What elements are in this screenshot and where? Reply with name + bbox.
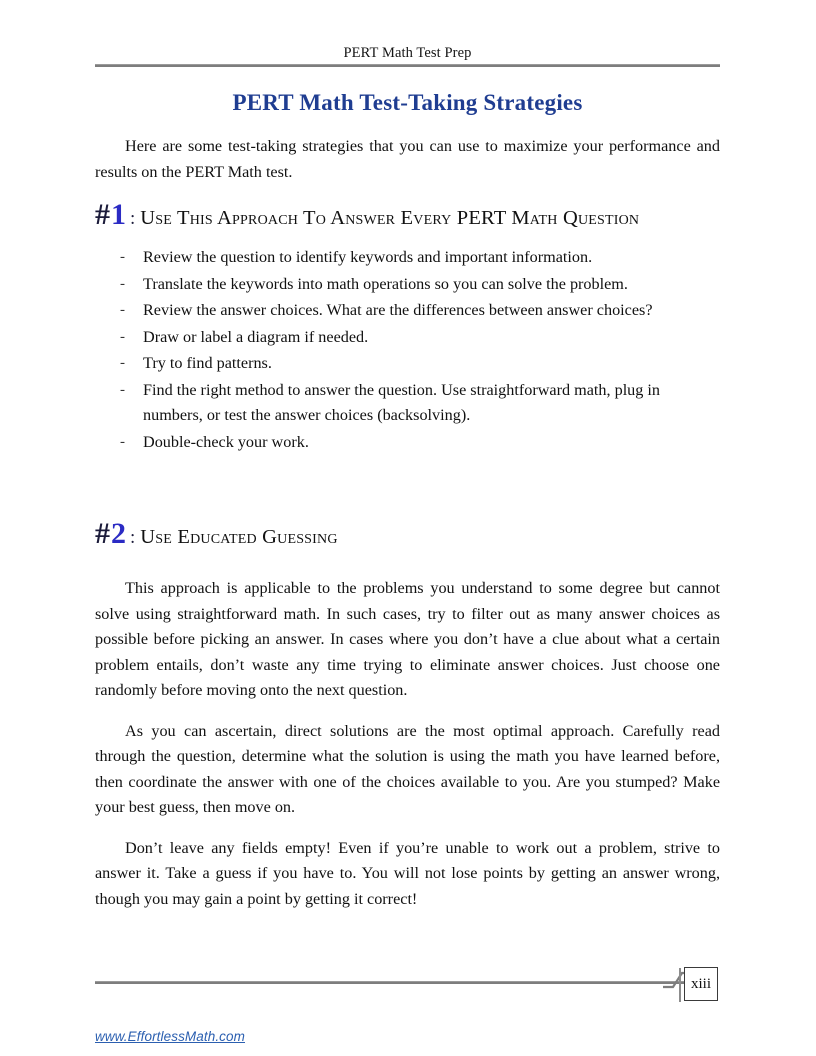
page-header (95, 44, 720, 67)
list-item-text: Draw or label a diagram if needed. (143, 327, 369, 346)
list-item-text: Find the right method to answer the question. Use straightforward math, plug in numbers, or test the answer choices (backsolving). (143, 380, 661, 424)
strategy-two-paragraph-three: Don’t leave any fields empty! Even if you’re unable to work out a problem, strive to answer it. Take a guess if you have to. You will not lose points by getting an answer wrong, though you may gain a point by getting it correct! (95, 838, 720, 908)
dash-bullet-icon: - (120, 433, 125, 450)
strategy-two-paragraph-two: As you can ascertain, direct solutions are the most optimal approach. Carefully read through the question, determine what the solution is using the math you have learned before, then coordinate the answer with one of the choices available to you. Are you stumped? Make your best guess, then move on. (95, 721, 720, 816)
page-number-badge (684, 967, 718, 1001)
hash-symbol: # (95, 517, 110, 550)
list-item (95, 325, 720, 351)
hash-symbol: # (95, 198, 110, 231)
strategy-two-heading (95, 518, 720, 554)
list-item (95, 351, 720, 377)
footer-website-link[interactable]: www.EffortlessMath.com (95, 1029, 245, 1044)
dash-bullet-icon: - (120, 328, 125, 345)
strategy-two-paragraph-one: This approach is applicable to the problems you understand to some degree but cannot solve using straightforward math. In such cases, try to filter out as many answer choices as possible before picking an answer. In cases where you don’t have a clue about what a certain problem entails, don’t waste any time trying to eliminate answer choices. Just choose one randomly before moving onto the next question. (95, 579, 720, 699)
running-header-title: PERT Math Test Prep (343, 45, 472, 61)
spacer-before-strategy-one (95, 185, 720, 199)
list-item (95, 272, 720, 298)
dash-bullet-icon: - (120, 275, 125, 292)
strategy-one-bullet-list (95, 245, 720, 455)
intro-paragraph: Here are some test-taking strategies that you can use to maximize your performance and results on the PERT Math test. (95, 137, 720, 181)
colon-separator: : (130, 208, 136, 229)
spacer-before-strategy-two (95, 456, 720, 518)
strategy-one-label: Use This Approach To Answer Every PERT Math Question (140, 207, 640, 229)
dash-bullet-icon: - (120, 355, 125, 371)
page-title: PERT Math Test-Taking Strategies (232, 90, 583, 115)
dash-bullet-icon: - (120, 381, 125, 398)
strategy-number: 1 (111, 198, 126, 231)
header-divider-rule (95, 64, 720, 67)
strategy-number: 2 (111, 517, 126, 550)
strategy-two-label: Use Educated Guessing (140, 526, 338, 548)
footer-divider-rule (95, 981, 685, 984)
page-number-text: xiii (690, 975, 711, 992)
list-item-text: Review the question to identify keywords and important information. (143, 248, 593, 266)
list-item (95, 245, 720, 271)
list-item-text: Translate the keywords into math operations so you can solve the problem. (143, 274, 628, 293)
colon-separator: : (130, 527, 136, 548)
dash-bullet-icon: - (120, 249, 125, 265)
list-item (95, 430, 720, 456)
strategy-one-heading (95, 199, 720, 235)
list-item-text: Double-check your work. (143, 432, 309, 451)
list-item (95, 378, 720, 429)
list-item-text: Review the answer choices. What are the differences between answer choices? (143, 301, 653, 319)
spacer-after-strategy-two-heading (95, 554, 720, 576)
page-content (95, 88, 720, 912)
list-item-text: Try to find patterns. (143, 354, 272, 372)
list-item (95, 298, 720, 324)
dash-bullet-icon: - (120, 302, 125, 318)
